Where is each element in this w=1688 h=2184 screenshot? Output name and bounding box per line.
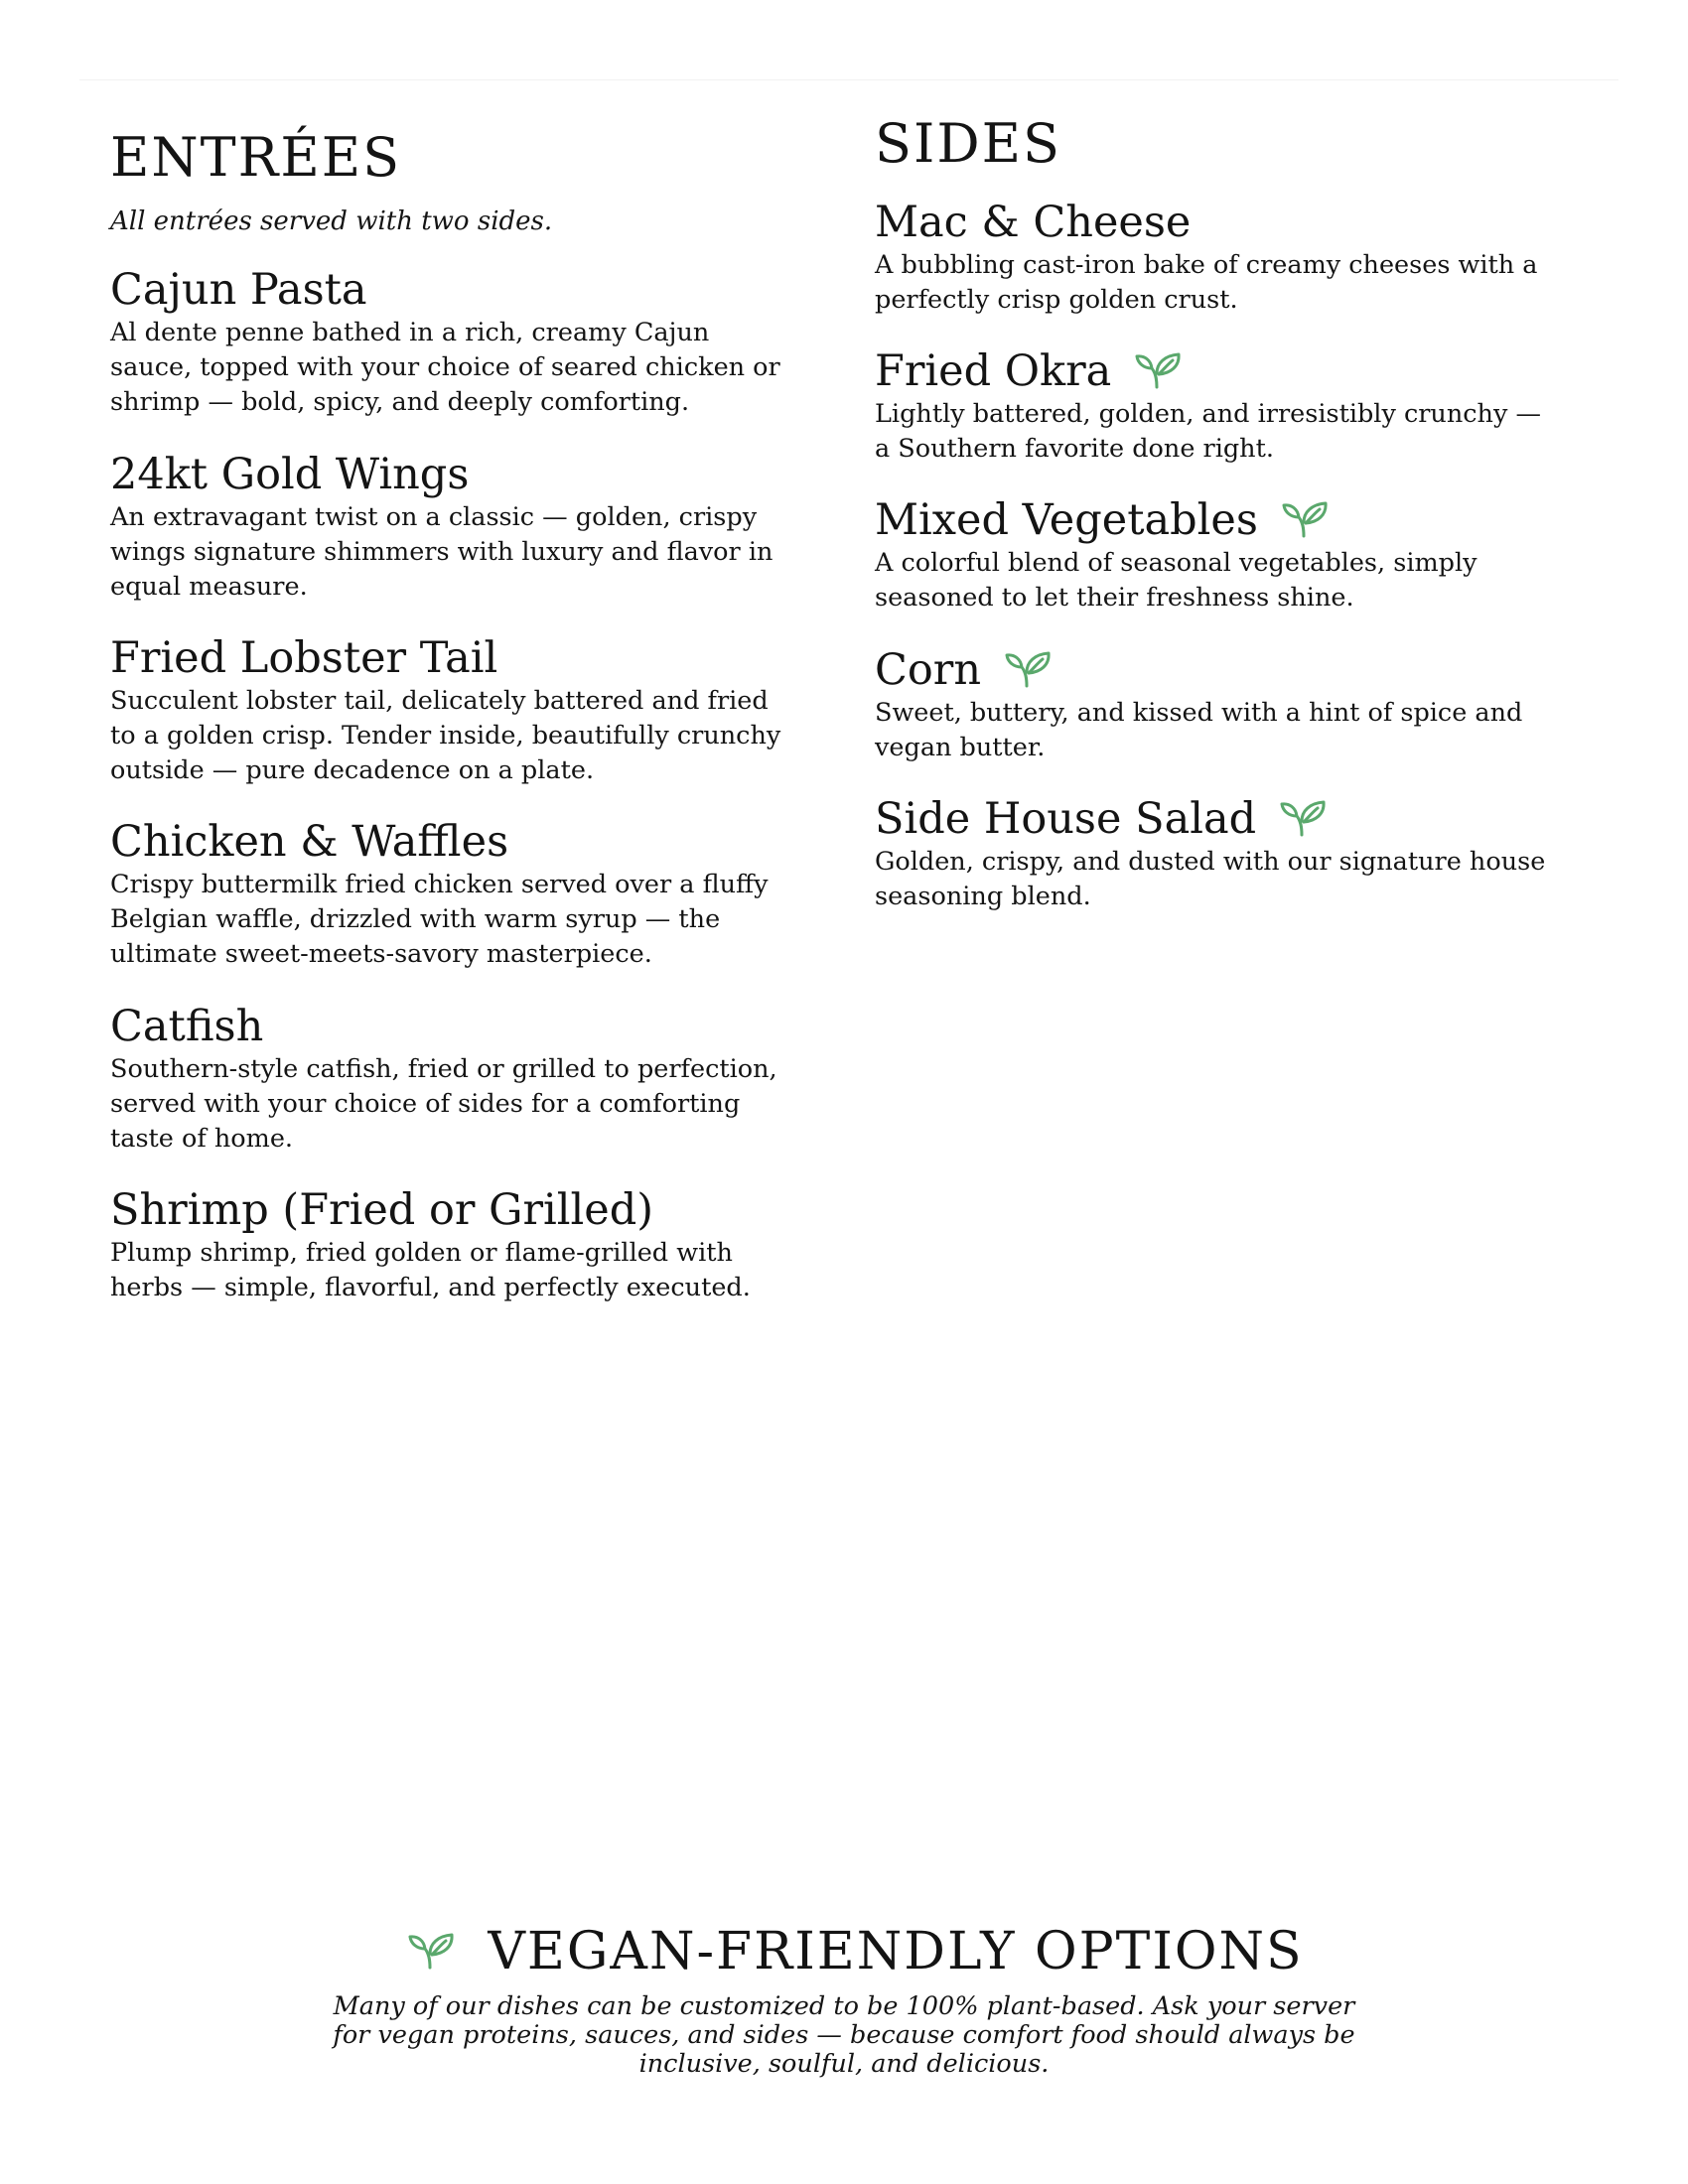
entree-desc: Crispy buttermilk fried chicken served over a fluffy Belgian waffle, drizzled with warm syrup — the ultimate sweet-meets-savory masterpiece.	[110, 870, 769, 969]
entree-item	[110, 1184, 795, 1305]
leaf-icon	[408, 1932, 458, 1972]
entree-name: Catfish	[110, 1002, 264, 1051]
side-item	[875, 494, 1550, 615]
entree-desc: Succulent lobster tail, delicately battered and fried to a golden crisp. Tender inside, beautifully crunchy outside — pure decadence on a plate.	[110, 686, 781, 785]
entrees-title: ENTRÉES	[110, 126, 402, 189]
entrees-note: All entrées served with two sides.	[110, 206, 553, 236]
side-item	[875, 644, 1550, 765]
side-desc: Sweet, buttery, and kissed with a hint of spice and vegan butter.	[875, 698, 1523, 762]
side-name	[875, 793, 1550, 845]
side-desc: A colorful blend of seasonal vegetables, simply seasoned to let their freshness shine.	[875, 548, 1477, 613]
entree-item	[110, 816, 795, 972]
entree-name: Shrimp (Fried or Grilled)	[110, 1185, 654, 1235]
side-item	[875, 345, 1550, 467]
side-name	[875, 644, 1550, 696]
entree-desc: Plump shrimp, fried golden or flame-grilled with herbs — simple, flavorful, and perfectly executed.	[110, 1238, 751, 1302]
entree-item	[110, 449, 795, 605]
leaf-icon	[1280, 799, 1330, 839]
entree-item	[110, 632, 795, 788]
side-item	[875, 793, 1550, 914]
top-divider	[79, 79, 1618, 80]
entree-name: Fried Lobster Tail	[110, 633, 498, 683]
entree-item	[110, 1001, 795, 1157]
side-name-text: Side House Salad	[875, 794, 1257, 844]
vegan-heading	[0, 1921, 1688, 1982]
side-item	[875, 197, 1550, 318]
leaf-icon	[1135, 351, 1185, 391]
entree-desc: An extravagant twist on a classic — golden, crispy wings signature shimmers with luxury and flavor in equal measure.	[110, 502, 774, 602]
entree-desc: Southern-style catfish, fried or grilled to perfection, served with your choice of sides for a comforting taste of home.	[110, 1054, 777, 1154]
entree-desc: Al dente penne bathed in a rich, creamy Cajun sauce, topped with your choice of seared chicken or shrimp — bold, spicy, and deeply comforting.	[110, 318, 780, 417]
side-name	[875, 345, 1550, 397]
side-name-text: Fried Okra	[875, 346, 1112, 396]
sides-title: SIDES	[875, 112, 1062, 175]
side-name-text: Mixed Vegetables	[875, 495, 1258, 545]
side-desc: Lightly battered, golden, and irresistibly crunchy — a Southern favorite done right.	[875, 399, 1541, 464]
side-desc: A bubbling cast-iron bake of creamy cheeses with a perfectly crisp golden crust.	[875, 250, 1538, 315]
leaf-icon	[1282, 500, 1332, 540]
entree-name: 24kt Gold Wings	[110, 450, 470, 499]
vegan-text: Many of our dishes can be customized to be 100% plant-based. Ask your server for vegan proteins, sauces, and sides — because comfort food should always be inclusive, soulful, and delicious.	[333, 1991, 1355, 2079]
side-name-text: Mac & Cheese	[875, 198, 1192, 247]
leaf-icon	[1005, 650, 1055, 690]
vegan-section	[0, 1921, 1688, 2079]
vegan-title: VEGAN-FRIENDLY OPTIONS	[488, 1922, 1304, 1981]
side-name	[875, 494, 1550, 546]
entree-name: Chicken & Waffles	[110, 817, 509, 867]
entree-name: Cajun Pasta	[110, 265, 367, 315]
side-name	[875, 197, 1550, 248]
side-desc: Golden, crispy, and dusted with our signature house seasoning blend.	[875, 847, 1546, 911]
entree-item	[110, 264, 795, 420]
side-name-text: Corn	[875, 645, 982, 695]
